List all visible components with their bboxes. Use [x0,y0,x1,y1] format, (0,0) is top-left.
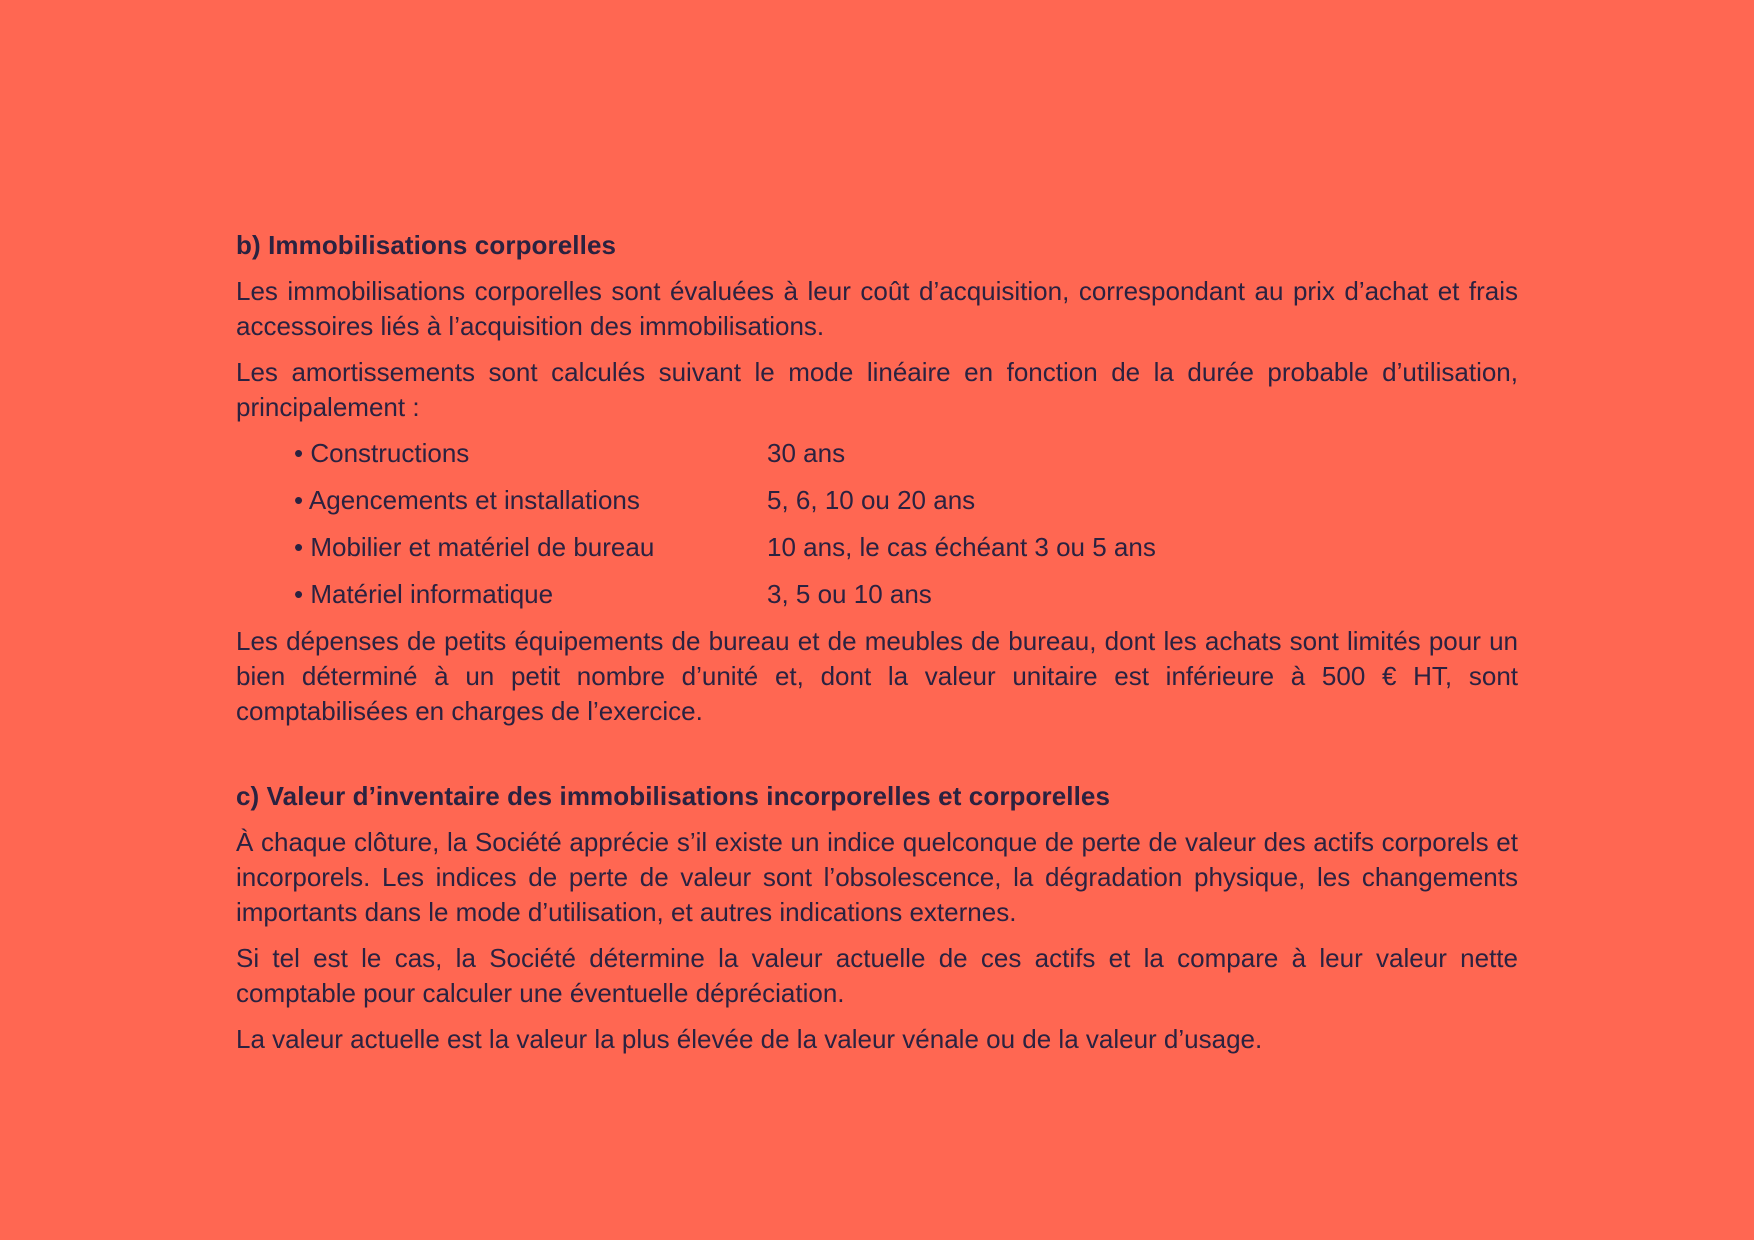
section-c-paragraph-2: Si tel est le cas, la Société détermine la valeur actuelle de ces actifs et la compare à leur valeur nette comptable pour calculer une éventuelle dépréciation. [236,943,1518,1008]
list-item [236,436,1518,471]
section-b-paragraph-1: Les immobilisations corporelles sont évaluées à leur coût d’acquisition, correspondant au prix d’achat et frais accessoires liés à l’acquisition des immobilisations. [236,276,1518,341]
list-item-label: • Constructions [236,436,767,471]
list-item-value: 10 ans, le cas échéant 3 ou 5 ans [767,532,1156,562]
list-item [236,530,1518,565]
list-item-label: • Mobilier et matériel de bureau [236,530,767,565]
section-valeur-inventaire [236,779,1518,1057]
document-page [236,228,1518,1068]
list-item-value: 3, 5 ou 10 ans [767,579,932,609]
section-immobilisations-corporelles [236,228,1518,729]
section-b-paragraph-3: Les dépenses de petits équipements de bureau et de meubles de bureau, dont les achats sont limités pour un bien déterminé à un petit nombre d’unité et, dont la valeur unitaire est inférieure à 500 € HT, sont comptabilisées en charges de l’exercice. [236,626,1518,726]
list-item [236,483,1518,518]
list-item [236,577,1518,612]
depreciation-duration-list [236,436,1518,612]
section-b-paragraph-2: Les amortissements sont calculés suivant le mode linéaire en fonction de la durée probable d’utilisation, principalement : [236,357,1518,422]
section-c-title: c) Valeur d’inventaire des immobilisations incorporelles et corporelles [236,781,1111,811]
list-item-value: 30 ans [767,438,846,468]
list-item-label: • Agencements et installations [236,483,767,518]
list-item-label: • Matériel informatique [236,577,767,612]
section-b-title: b) Immobilisations corporelles [236,230,617,260]
list-item-value: 5, 6, 10 ou 20 ans [767,485,976,515]
section-c-paragraph-3: La valeur actuelle est la valeur la plus élevée de la valeur vénale ou de la valeur d’usage. [236,1024,1263,1054]
section-c-paragraph-1: À chaque clôture, la Société apprécie s’il existe un indice quelconque de perte de valeur des actifs corporels et incorporels. Les indices de perte de valeur sont l’obsolescence, la dégradation physique, les changements importants dans le mode d’utilisation, et autres indications externes. [236,827,1518,927]
